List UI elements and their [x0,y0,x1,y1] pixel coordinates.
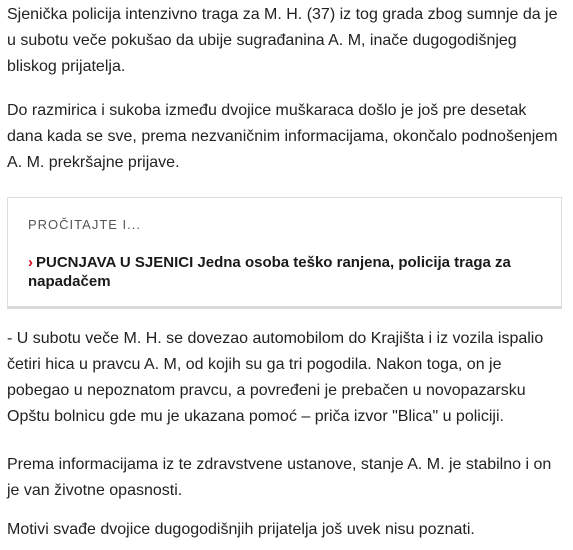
read-also-box [7,197,562,309]
read-also-link[interactable] [28,253,528,291]
chevron-right-icon: › [28,254,33,271]
read-also-label: PROČITAJTE I... [28,217,141,232]
article-paragraph-1: Sjenička policija intenzivno traga za M. H. (37) iz tog grada zbog sumnje da je u subotu veče pokušao da ubije sugrađanina A. M, inače dugogodišnjeg bliskog prijatelja. [7,6,558,75]
read-also-link-text[interactable]: PUCNJAVA U SJENICI Jedna osoba teško ranjena, policija traga za napadačem [28,254,511,290]
article-paragraph-3: - U subotu veče M. H. se dovezao automobilom do Krajišta i iz vozila ispalio četiri hica u pravcu A. M, od kojih su ga tri pogodila. Nakon toga, on je pobegao u nepoznatom pravcu, a povređeni je prebačen u novopazarsku Opštu bolnicu gde mu je ukazana pomoć – priča izvor "Blica" u policiji. [7,330,544,425]
article-paragraph-5: Motivi svađe dvojice dugogodišnjih prijatelja još uvek nisu poznati. [7,521,475,538]
article-paragraph-4: Prema informacijama iz te zdravstvene ustanove, stanje A. M. je stabilno i on je van životne opasnosti. [7,456,552,499]
article-paragraph-2: Do razmirica i sukoba između dvojice muškaraca došlo je još pre desetak dana kada se sve, prema nezvaničnim informacijama, okončalo podnošenjem A. M. prekršajne prijave. [7,102,558,171]
